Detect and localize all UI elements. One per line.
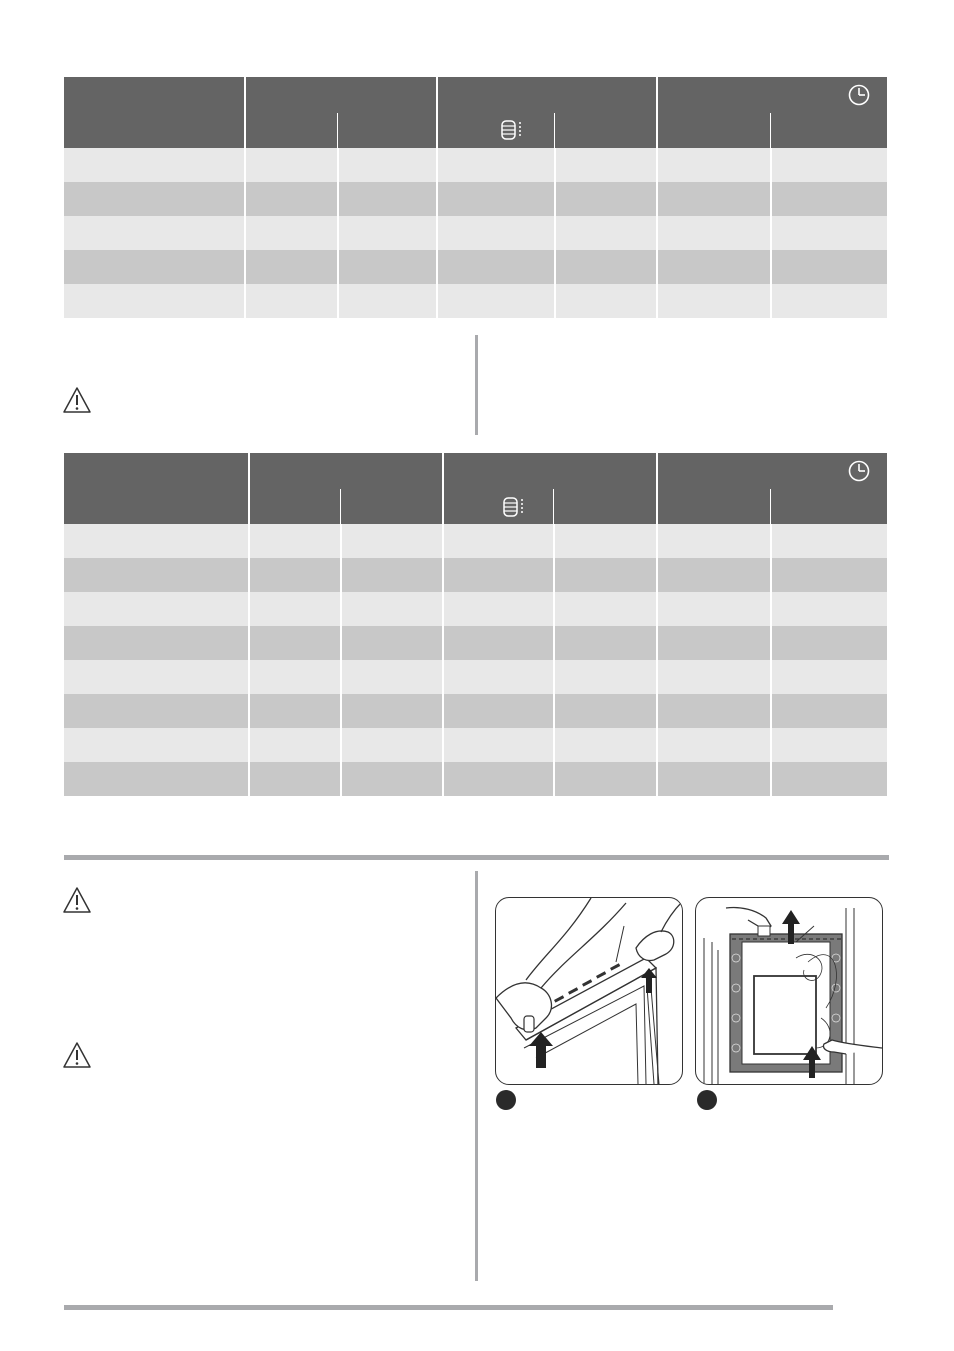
column-divider: [475, 335, 478, 435]
shelf-position-icon: [502, 496, 526, 518]
table-row: [64, 182, 887, 216]
clock-icon: [848, 460, 870, 482]
warning-icon: [62, 386, 92, 414]
section-rule: [64, 855, 889, 860]
table-row: [64, 148, 887, 182]
glass-panel-removal-illustration: [695, 897, 883, 1085]
door-trim-removal-illustration: [495, 897, 683, 1085]
table-row: [64, 216, 887, 250]
table-row: [64, 250, 887, 284]
table-row: [64, 660, 887, 694]
column-divider: [475, 871, 478, 1281]
table-row: [64, 762, 887, 796]
table-row: [64, 284, 887, 318]
table-row: [64, 592, 887, 626]
table-row: [64, 524, 887, 558]
warning-icon: [62, 886, 92, 914]
cooking-table-2: [64, 453, 887, 796]
table-row: [64, 728, 887, 762]
table-row: [64, 558, 887, 592]
footer-rule: [64, 1305, 833, 1310]
cooking-table-1: [64, 77, 887, 318]
clock-icon: [848, 84, 870, 106]
table-header: [64, 453, 887, 524]
table-row: [64, 626, 887, 660]
step-marker-icon: [697, 1090, 717, 1110]
shelf-position-icon: [500, 119, 524, 141]
table-header: [64, 77, 887, 148]
step-marker-icon: [496, 1090, 516, 1110]
warning-icon: [62, 1041, 92, 1069]
table-row: [64, 694, 887, 728]
